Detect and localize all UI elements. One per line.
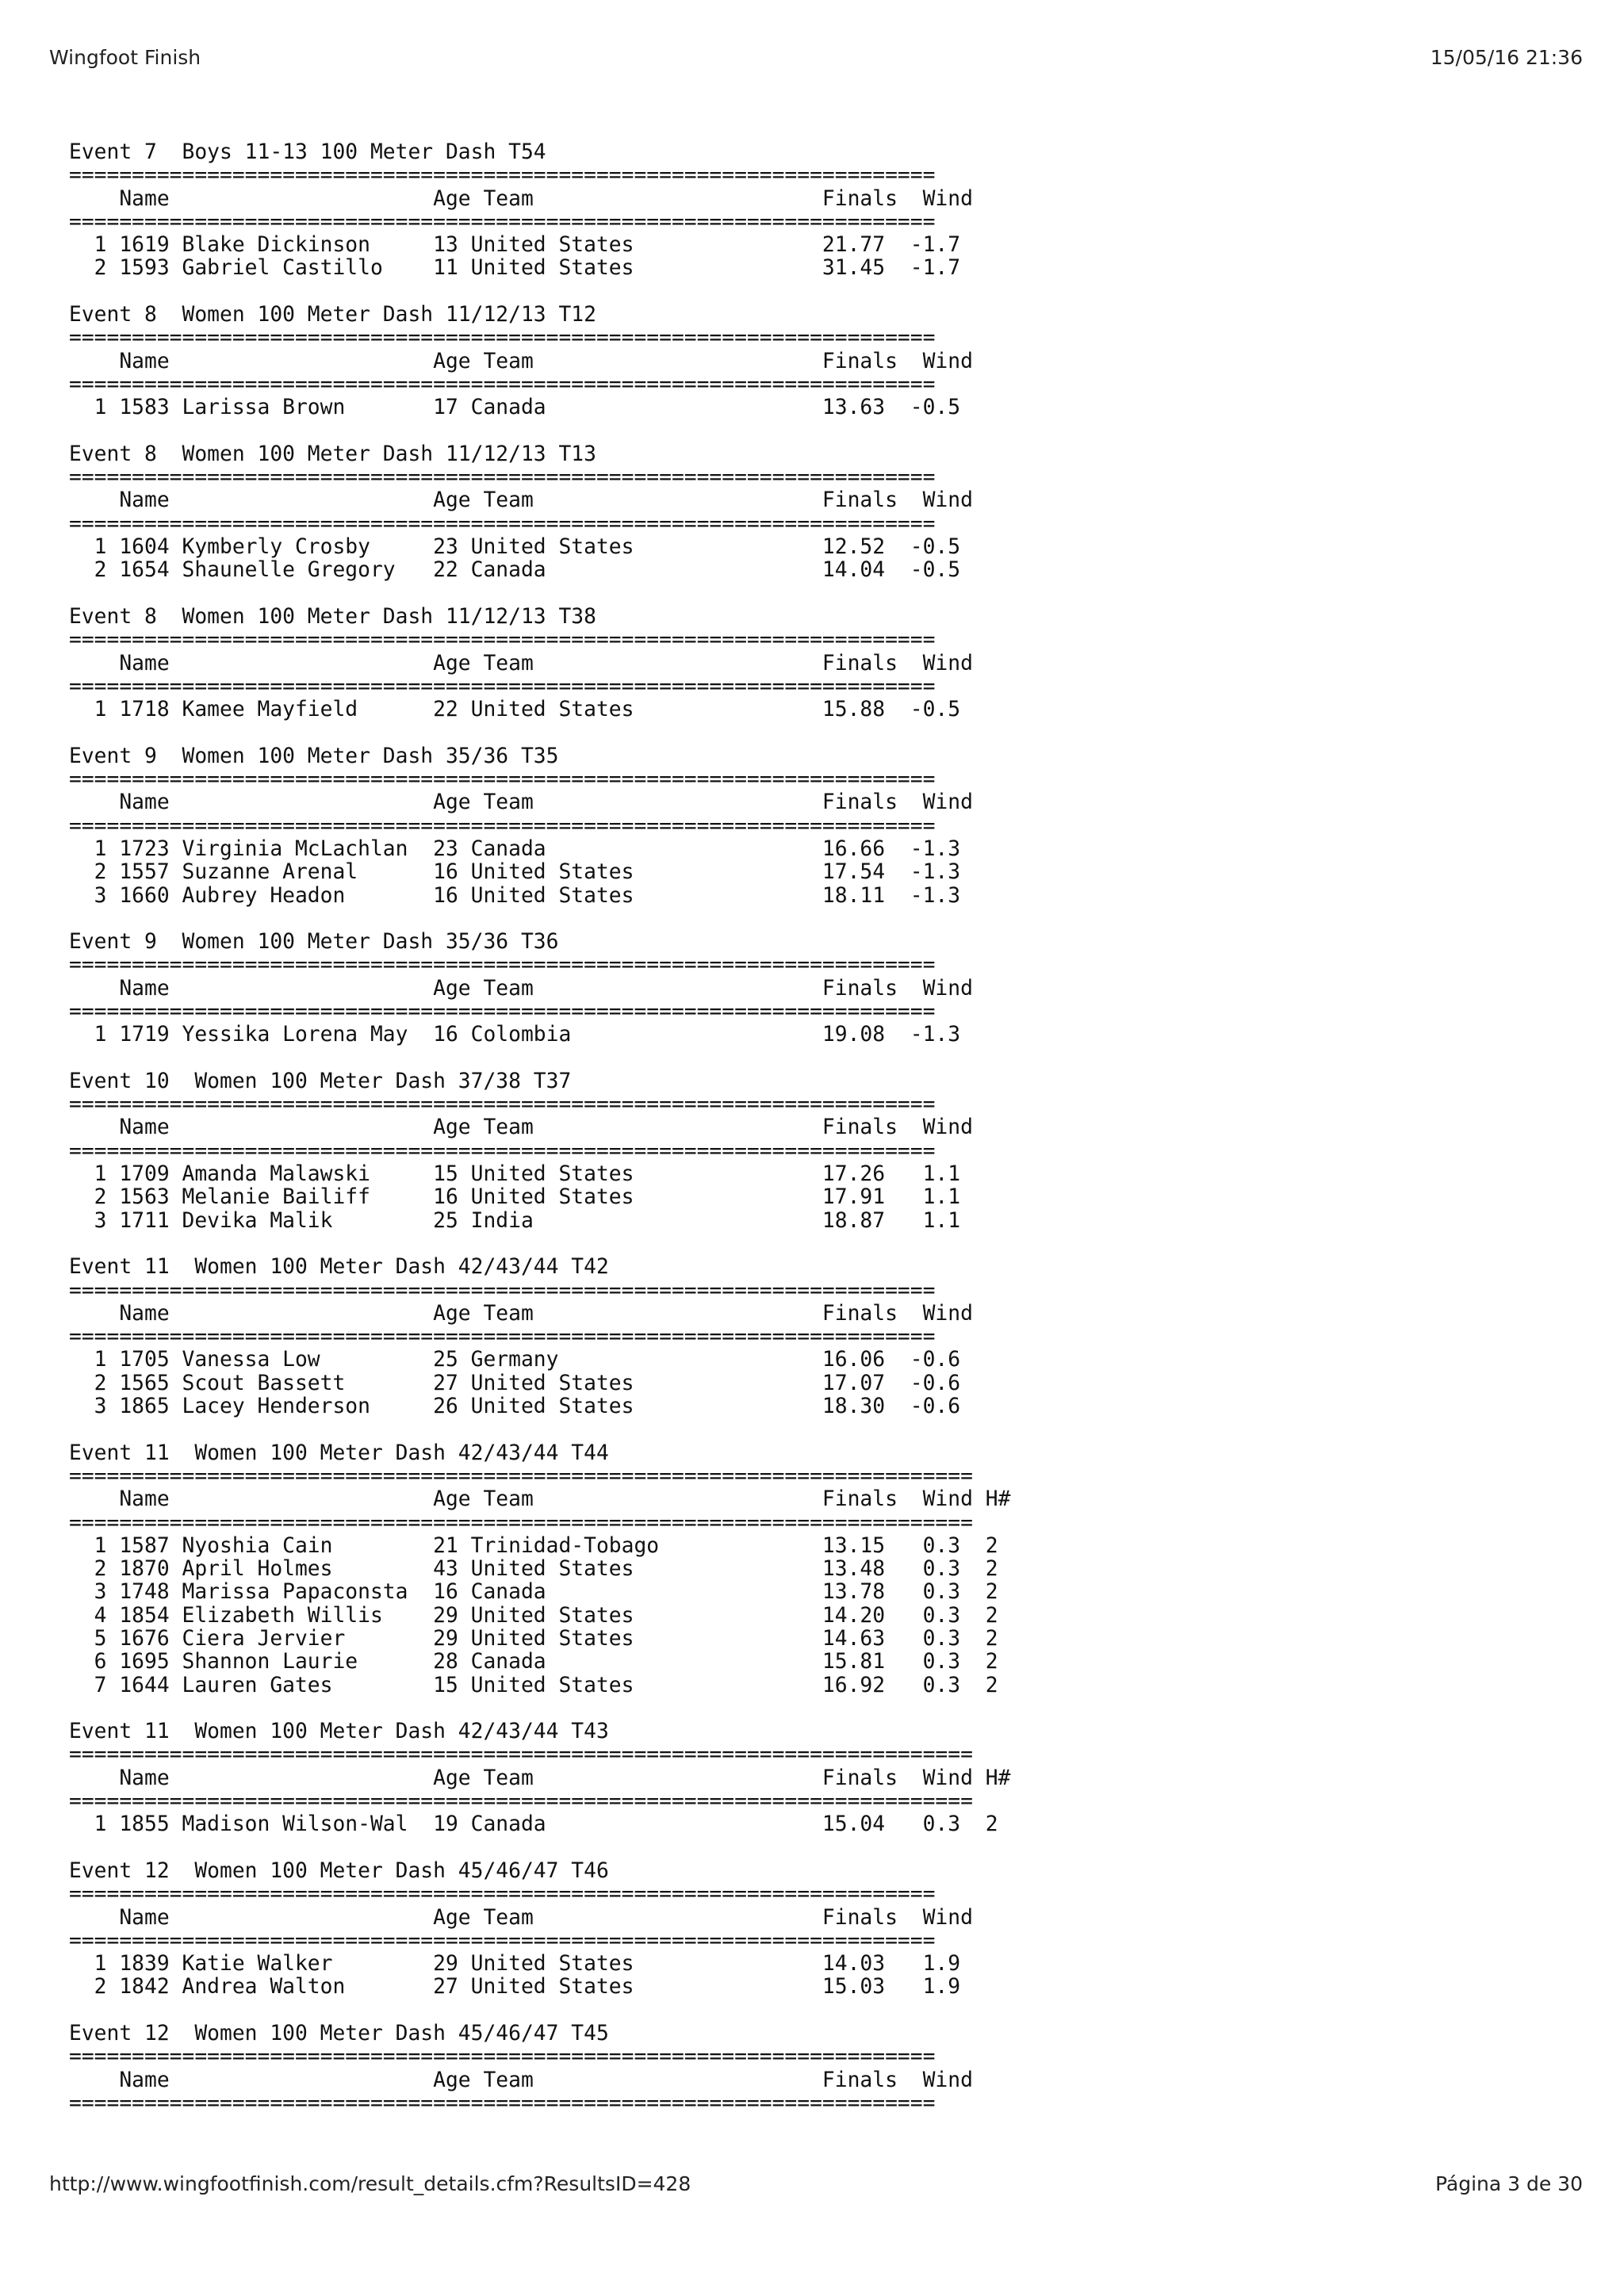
rule-divider: ======================================================================== — [69, 1789, 973, 1814]
result-row: 2 1870 April Holmes 43 United States 13.48 0.3 2 — [69, 1557, 998, 1582]
rule-divider: ===================================================================== — [69, 1093, 936, 1117]
spacer-line — [69, 1999, 1010, 2022]
rule-divider: ===================================================================== — [69, 1928, 936, 1953]
result-row: 4 1854 Elizabeth Willis 29 United States 14.20 0.3 2 — [69, 1603, 998, 1628]
event-title: Event 11 Women 100 Meter Dash 42/43/44 T44 — [69, 1441, 609, 1465]
column-header-row: Name Age Team Finals Wind H# — [69, 1766, 1011, 1790]
result-row: 2 1557 Suzanne Arenal 16 United States 17.54 -1.3 — [69, 860, 961, 885]
result-row: 3 1660 Aubrey Headon 16 United States 18.11 -1.3 — [69, 883, 961, 908]
event-title: Event 11 Women 100 Meter Dash 42/43/44 T42 — [69, 1255, 609, 1280]
result-row: 3 1748 Marissa Papaconsta 16 Canada 13.78 0.3 2 — [69, 1580, 998, 1605]
result-row: 1 1604 Kymberly Crosby 23 United States 12.52 -0.5 — [69, 535, 961, 560]
rule-divider: ===================================================================== — [69, 1325, 936, 1349]
event-title: Event 12 Women 100 Meter Dash 45/46/47 T46 — [69, 1858, 609, 1883]
rule-divider: ===================================================================== — [69, 2045, 936, 2069]
spacer-line — [69, 583, 1010, 606]
rule-divider: ===================================================================== — [69, 813, 936, 838]
result-row: 2 1593 Gabriel Castillo 11 United States 31.45 -1.7 — [69, 256, 961, 281]
result-row: 2 1565 Scout Bassett 27 United States 17.07 -0.6 — [69, 1371, 961, 1395]
result-row: 3 1865 Lacey Henderson 26 United States 18.30 -0.6 — [69, 1395, 961, 1419]
rule-divider: ===================================================================== — [69, 628, 936, 652]
result-row: 5 1676 Ciera Jervier 29 United States 14.63 0.3 2 — [69, 1627, 998, 1651]
event-title: Event 7 Boys 11-13 100 Meter Dash T54 — [69, 140, 546, 164]
event-title: Event 9 Women 100 Meter Dash 35/36 T35 — [69, 744, 559, 768]
results-listing — [69, 141, 1010, 2115]
column-header-row: Name Age Team Finals Wind — [69, 976, 973, 1001]
rule-divider: ===================================================================== — [69, 1278, 936, 1303]
column-header-row: Name Age Team Finals Wind — [69, 488, 973, 513]
column-header-row: Name Age Team Finals Wind — [69, 186, 973, 211]
event-title: Event 9 Women 100 Meter Dash 35/36 T36 — [69, 930, 559, 955]
page-header-site-title: Wingfoot Finish — [49, 46, 201, 69]
column-header-row: Name Age Team Finals Wind — [69, 2068, 973, 2092]
rule-divider: ===================================================================== — [69, 953, 936, 978]
rule-divider: ===================================================================== — [69, 767, 936, 792]
column-header-row: Name Age Team Finals Wind — [69, 651, 973, 675]
spacer-line — [69, 1418, 1010, 1441]
result-row: 1 1583 Larissa Brown 17 Canada 13.63 -0.5 — [69, 396, 961, 420]
rule-divider: ===================================================================== — [69, 2091, 936, 2115]
result-row: 7 1644 Lauren Gates 15 United States 16.92 0.3 2 — [69, 1673, 998, 1697]
spacer-line — [69, 281, 1010, 304]
spacer-line — [69, 908, 1010, 931]
rule-divider: ===================================================================== — [69, 511, 936, 536]
rule-divider: ===================================================================== — [69, 1882, 936, 1907]
page-footer-url: http://www.wingfootfinish.com/result_details.cfm?ResultsID=428 — [49, 2172, 691, 2195]
result-row: 2 1654 Shaunelle Gregory 22 Canada 14.04 -0.5 — [69, 558, 961, 583]
event-title: Event 8 Women 100 Meter Dash 11/12/13 T13 — [69, 442, 596, 466]
result-row: 1 1705 Vanessa Low 25 Germany 16.06 -0.6 — [69, 1348, 961, 1372]
column-header-row: Name Age Team Finals Wind H# — [69, 1487, 1011, 1512]
rule-divider: ===================================================================== — [69, 326, 936, 350]
result-row: 1 1723 Virginia McLachlan 23 Canada 16.66 -1.3 — [69, 836, 961, 861]
spacer-line — [69, 1233, 1010, 1256]
rule-divider: ===================================================================== — [69, 674, 936, 698]
spacer-line — [69, 1047, 1010, 1070]
result-row: 1 1709 Amanda Malawski 15 United States 17.26 1.1 — [69, 1162, 961, 1187]
column-header-row: Name Age Team Finals Wind — [69, 790, 973, 815]
column-header-row: Name Age Team Finals Wind — [69, 1115, 973, 1140]
result-row: 1 1839 Katie Walker 29 United States 14.03 1.9 — [69, 1952, 961, 1976]
event-title: Event 11 Women 100 Meter Dash 42/43/44 T43 — [69, 1720, 609, 1744]
spacer-line — [69, 721, 1010, 744]
page-footer-page-number: Página 3 de 30 — [1434, 2172, 1583, 2195]
rule-divider: ===================================================================== — [69, 209, 936, 234]
rule-divider: ======================================================================== — [69, 1743, 973, 1767]
result-row: 1 1587 Nyoshia Cain 21 Trinidad-Tobago 13.15 0.3 2 — [69, 1533, 998, 1558]
column-header-row: Name Age Team Finals Wind — [69, 349, 973, 373]
result-row: 1 1855 Madison Wilson-Wal 19 Canada 15.04 0.3 2 — [69, 1812, 998, 1837]
rule-divider: ===================================================================== — [69, 999, 936, 1024]
event-title: Event 10 Women 100 Meter Dash 37/38 T37 — [69, 1069, 572, 1093]
result-row: 3 1711 Devika Malik 25 India 18.87 1.1 — [69, 1208, 961, 1233]
column-header-row: Name Age Team Finals Wind — [69, 1905, 973, 1930]
spacer-line — [69, 1837, 1010, 1860]
rule-divider: ======================================================================== — [69, 1464, 973, 1488]
column-header-row: Name Age Team Finals Wind — [69, 1301, 973, 1326]
result-row: 1 1719 Yessika Lorena May 16 Colombia 19.08 -1.3 — [69, 1023, 961, 1047]
rule-divider: ======================================================================== — [69, 1510, 973, 1535]
result-row: 6 1695 Shannon Laurie 28 Canada 15.81 0.3 2 — [69, 1650, 998, 1674]
spacer-line — [69, 1697, 1010, 1720]
result-row: 2 1563 Melanie Bailiff 16 United States 17.91 1.1 — [69, 1185, 961, 1210]
page-header-datetime: 15/05/16 21:36 — [1430, 46, 1583, 69]
rule-divider: ===================================================================== — [69, 372, 936, 396]
event-title: Event 8 Women 100 Meter Dash 11/12/13 T12 — [69, 303, 596, 327]
result-row: 1 1619 Blake Dickinson 13 United States 21.77 -1.7 — [69, 233, 961, 258]
rule-divider: ===================================================================== — [69, 163, 936, 188]
rule-divider: ===================================================================== — [69, 465, 936, 490]
event-title: Event 12 Women 100 Meter Dash 45/46/47 T45 — [69, 2022, 609, 2046]
spacer-line — [69, 420, 1010, 443]
result-row: 1 1718 Kamee Mayfield 22 United States 15.88 -0.5 — [69, 698, 961, 722]
result-row: 2 1842 Andrea Walton 27 United States 15.03 1.9 — [69, 1975, 961, 1999]
rule-divider: ===================================================================== — [69, 1138, 936, 1163]
event-title: Event 8 Women 100 Meter Dash 11/12/13 T38 — [69, 604, 596, 629]
